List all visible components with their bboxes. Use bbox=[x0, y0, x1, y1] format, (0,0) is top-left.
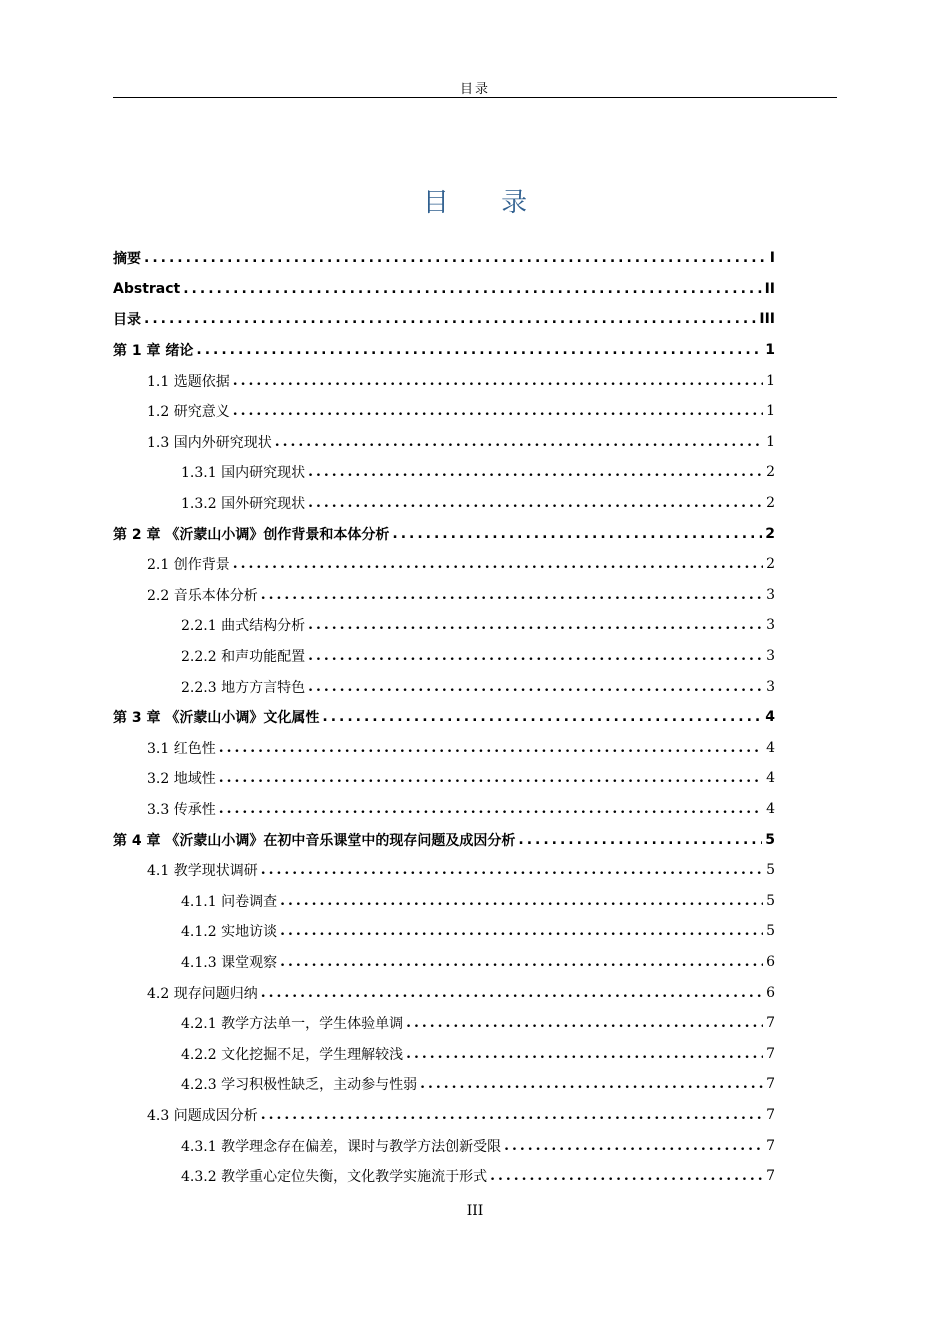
toc-dot-leader bbox=[261, 587, 763, 603]
toc-dot-leader bbox=[308, 617, 763, 633]
toc-entry-label: 2.2.3 地方方言特色 bbox=[181, 679, 306, 696]
toc-entry-label: 4.2 现存问题归纳 bbox=[147, 985, 258, 1002]
toc-entry-page: 1 bbox=[766, 433, 775, 450]
toc-entry[interactable] bbox=[113, 518, 775, 549]
toc-entry-page: 2 bbox=[766, 495, 775, 512]
toc-entry-label: 2.2 音乐本体分析 bbox=[147, 587, 258, 604]
toc-entry[interactable] bbox=[113, 977, 775, 1008]
toc-entry-label: 目录 bbox=[113, 312, 141, 329]
toc-entry[interactable] bbox=[113, 733, 775, 764]
toc-entry-page: 1 bbox=[765, 342, 775, 359]
toc-entry-page: II bbox=[764, 280, 775, 297]
toc-entry-label: 3.2 地域性 bbox=[147, 771, 216, 788]
toc-entry[interactable] bbox=[113, 274, 775, 305]
toc-entry[interactable] bbox=[113, 671, 775, 702]
toc-dot-leader bbox=[280, 923, 763, 939]
toc-entry-page: 7 bbox=[766, 1106, 775, 1123]
toc-entry[interactable] bbox=[113, 457, 775, 488]
toc-entry-label: 2.2.2 和声功能配置 bbox=[181, 649, 306, 666]
toc-entry-page: 7 bbox=[766, 1076, 775, 1093]
toc-entry-page: 7 bbox=[766, 1015, 775, 1032]
toc-dot-leader bbox=[261, 862, 763, 878]
toc-entry-label: 1.3.2 国外研究现状 bbox=[181, 496, 306, 513]
toc-dot-leader bbox=[308, 648, 763, 664]
toc-entry-page: 4 bbox=[765, 709, 775, 726]
page-title: 目 录 bbox=[422, 188, 550, 218]
toc-dot-leader bbox=[219, 740, 763, 756]
running-header: 目录 bbox=[459, 82, 490, 97]
toc-entry-page: 1 bbox=[766, 403, 775, 420]
toc-entry-label: 第 2 章 《沂蒙山小调》创作背景和本体分析 bbox=[113, 526, 390, 543]
toc-entry[interactable] bbox=[113, 794, 775, 825]
toc-entry-label: 1.2 研究意义 bbox=[147, 404, 230, 421]
toc-entry-page: 5 bbox=[766, 892, 775, 909]
toc-entry-page: I bbox=[769, 250, 775, 267]
toc-entry[interactable] bbox=[113, 365, 775, 396]
toc-entry-label: 第 1 章 绪论 bbox=[113, 343, 194, 360]
toc-entry-label: 2.2.1 曲式结构分析 bbox=[181, 618, 306, 635]
toc-entry-label: 4.1.1 问卷调查 bbox=[181, 893, 278, 910]
toc-dot-leader bbox=[308, 464, 763, 480]
toc-dot-leader bbox=[219, 770, 763, 786]
toc-entry[interactable] bbox=[113, 396, 775, 427]
toc-dot-leader bbox=[406, 1046, 763, 1062]
toc-entry-label: 4.1 教学现状调研 bbox=[147, 863, 258, 880]
toc-entry[interactable] bbox=[113, 580, 775, 611]
toc-entry-page: 1 bbox=[766, 372, 775, 389]
toc-dot-leader bbox=[504, 1138, 763, 1154]
toc-dot-leader bbox=[420, 1076, 763, 1092]
toc-list bbox=[113, 243, 775, 1191]
toc-entry-page: 7 bbox=[766, 1137, 775, 1154]
toc-entry[interactable] bbox=[113, 1130, 775, 1161]
toc-dot-leader bbox=[392, 526, 762, 542]
toc-entry-label: 4.3 问题成因分析 bbox=[147, 1107, 258, 1124]
toc-entry[interactable] bbox=[113, 641, 775, 672]
toc-entry[interactable] bbox=[113, 1038, 775, 1069]
toc-dot-leader bbox=[280, 954, 763, 970]
toc-entry-label: 4.1.2 实地访谈 bbox=[181, 924, 278, 941]
toc-entry-label: 2.1 创作背景 bbox=[147, 557, 230, 574]
toc-entry-page: 3 bbox=[766, 586, 775, 603]
toc-dot-leader bbox=[196, 342, 762, 358]
toc-entry-page: 2 bbox=[765, 525, 775, 542]
toc-dot-leader bbox=[144, 250, 767, 266]
toc-entry-page: 7 bbox=[766, 1168, 775, 1185]
toc-entry[interactable] bbox=[113, 916, 775, 947]
toc-entry[interactable] bbox=[113, 1008, 775, 1039]
toc-entry[interactable] bbox=[113, 1161, 775, 1192]
toc-dot-leader bbox=[261, 1107, 763, 1123]
toc-entry-label: 4.3.1 教学理念存在偏差，课时与教学方法创新受限 bbox=[181, 1138, 502, 1155]
toc-entry-label: 4.2.1 教学方法单一，学生体验单调 bbox=[181, 1016, 404, 1033]
toc-entry-label: 摘要 bbox=[113, 251, 141, 268]
toc-entry-page: 5 bbox=[765, 831, 775, 848]
toc-entry-page: 4 bbox=[766, 770, 775, 787]
toc-dot-leader bbox=[322, 709, 762, 725]
toc-dot-leader bbox=[490, 1168, 763, 1184]
toc-dot-leader bbox=[406, 1015, 763, 1031]
toc-dot-leader bbox=[308, 679, 763, 695]
toc-entry[interactable] bbox=[113, 824, 775, 855]
toc-entry[interactable] bbox=[113, 304, 775, 335]
toc-entry[interactable] bbox=[113, 855, 775, 886]
toc-entry[interactable] bbox=[113, 427, 775, 458]
toc-entry-page: 3 bbox=[766, 648, 775, 665]
toc-entry[interactable] bbox=[113, 610, 775, 641]
toc-entry[interactable] bbox=[113, 1100, 775, 1131]
toc-entry[interactable] bbox=[113, 549, 775, 580]
toc-entry[interactable] bbox=[113, 702, 775, 733]
toc-entry-page: 2 bbox=[766, 464, 775, 481]
toc-entry-page: 6 bbox=[766, 953, 775, 970]
toc-entry-label: Abstract bbox=[113, 280, 181, 297]
toc-dot-leader bbox=[308, 495, 763, 511]
toc-entry-label: 4.2.3 学习积极性缺乏，主动参与性弱 bbox=[181, 1077, 418, 1094]
toc-dot-leader bbox=[233, 403, 763, 419]
toc-entry-page: 3 bbox=[766, 617, 775, 634]
header-rule bbox=[113, 97, 837, 98]
toc-entry[interactable] bbox=[113, 947, 775, 978]
toc-entry-page: 3 bbox=[766, 678, 775, 695]
toc-entry-label: 1.1 选题依据 bbox=[147, 373, 230, 390]
toc-entry-label: 4.2.2 文化挖掘不足，学生理解较浅 bbox=[181, 1046, 404, 1063]
toc-entry-page: 2 bbox=[766, 556, 775, 573]
toc-dot-leader bbox=[280, 893, 763, 909]
toc-entry[interactable] bbox=[113, 1069, 775, 1100]
toc-dot-leader bbox=[233, 556, 763, 572]
toc-dot-leader bbox=[183, 281, 761, 297]
toc-entry[interactable] bbox=[113, 335, 775, 366]
toc-dot-leader bbox=[233, 373, 763, 389]
toc-entry-page: 5 bbox=[766, 923, 775, 940]
toc-entry-page: 6 bbox=[766, 984, 775, 1001]
toc-entry-page: 7 bbox=[766, 1045, 775, 1062]
toc-entry[interactable] bbox=[113, 488, 775, 519]
toc-dot-leader bbox=[275, 434, 763, 450]
toc-dot-leader bbox=[518, 832, 762, 848]
toc-entry-label: 3.1 红色性 bbox=[147, 740, 216, 757]
toc-entry-label: 1.3.1 国内研究现状 bbox=[181, 465, 306, 482]
toc-entry-label: 3.3 传承性 bbox=[147, 801, 216, 818]
toc-entry[interactable] bbox=[113, 885, 775, 916]
toc-entry-label: 1.3 国内外研究现状 bbox=[147, 434, 272, 451]
toc-entry-label: 第 4 章 《沂蒙山小调》在初中音乐课堂中的现存问题及成因分析 bbox=[113, 832, 516, 849]
toc-entry-page: 4 bbox=[766, 739, 775, 756]
toc-entry[interactable] bbox=[113, 763, 775, 794]
toc-entry-page: III bbox=[759, 311, 775, 328]
toc-entry-page: 4 bbox=[766, 800, 775, 817]
toc-entry-page: 5 bbox=[766, 862, 775, 879]
page-number: III bbox=[466, 1203, 484, 1219]
toc-entry[interactable] bbox=[113, 243, 775, 274]
toc-entry-label: 第 3 章 《沂蒙山小调》文化属性 bbox=[113, 710, 320, 727]
toc-entry-label: 4.3.2 教学重心定位失衡，文化教学实施流于形式 bbox=[181, 1169, 488, 1186]
toc-entry-label: 4.1.3 课堂观察 bbox=[181, 954, 278, 971]
toc-dot-leader bbox=[219, 801, 763, 817]
toc-dot-leader bbox=[144, 311, 756, 327]
toc-dot-leader bbox=[261, 985, 763, 1001]
